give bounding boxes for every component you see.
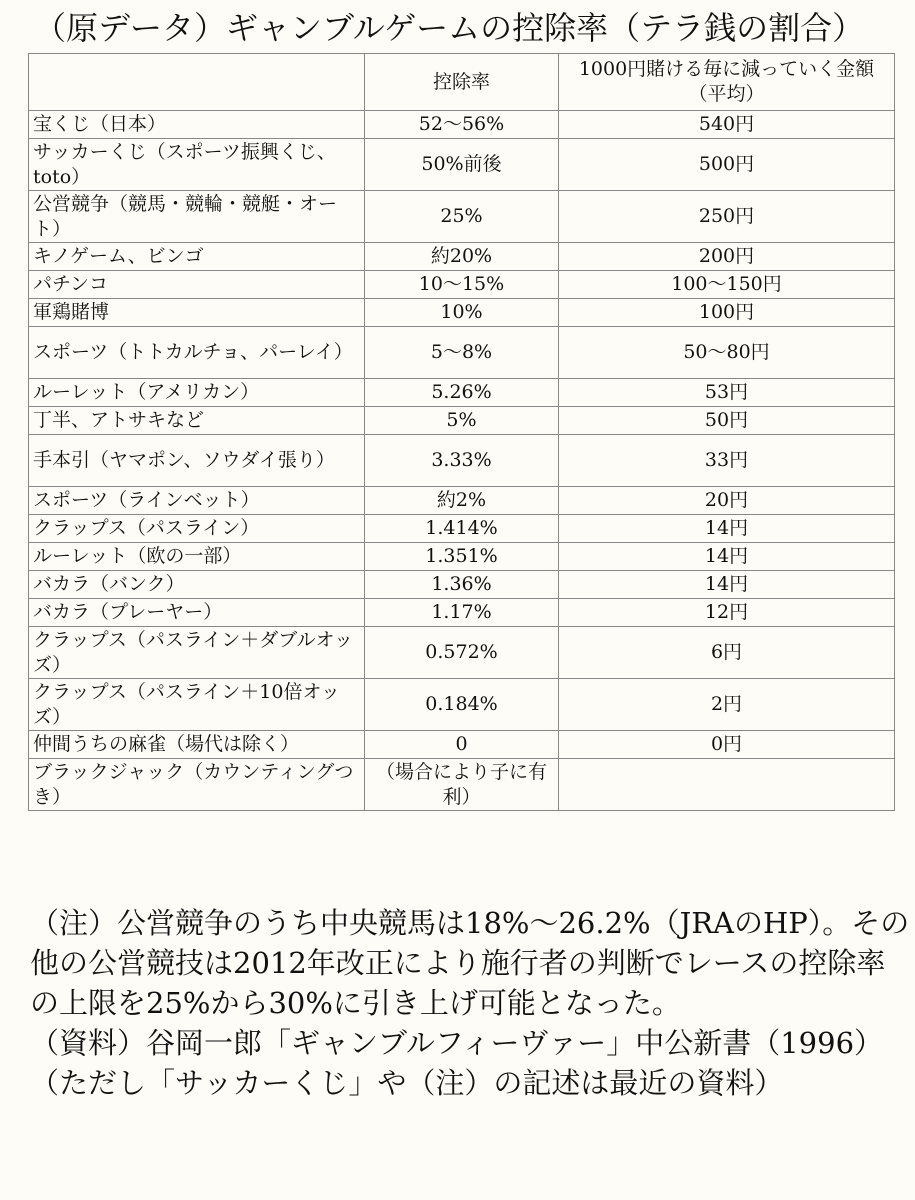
rate-cell: 1.414% bbox=[365, 515, 559, 543]
page-title: （原データ）ギャンブルゲームの控除率（テラ銭の割合） bbox=[34, 9, 865, 47]
amount-cell: 50〜80円 bbox=[559, 327, 895, 379]
amount-cell: 14円 bbox=[559, 515, 895, 543]
rate-cell: 52〜56% bbox=[365, 111, 559, 139]
table-row bbox=[29, 111, 895, 139]
table-row bbox=[29, 627, 895, 679]
rate-cell: 5.26% bbox=[365, 379, 559, 407]
game-name-cell: ルーレット（欧の一部） bbox=[29, 543, 365, 571]
deduction-rate-table bbox=[28, 53, 895, 811]
rate-cell: 5% bbox=[365, 407, 559, 435]
header-rate: 控除率 bbox=[365, 54, 559, 111]
amount-cell: 500円 bbox=[559, 139, 895, 191]
rate-cell: 10〜15% bbox=[365, 271, 559, 299]
amount-cell: 20円 bbox=[559, 487, 895, 515]
amount-cell: 33円 bbox=[559, 435, 895, 487]
rate-cell: 3.33% bbox=[365, 435, 559, 487]
amount-cell: 2円 bbox=[559, 679, 895, 731]
rate-cell: 1.17% bbox=[365, 599, 559, 627]
rate-cell: 約2% bbox=[365, 487, 559, 515]
rate-cell: 1.36% bbox=[365, 571, 559, 599]
game-name-cell: 丁半、アトサキなど bbox=[29, 407, 365, 435]
game-name-cell: サッカーくじ（スポーツ振興くじ、toto） bbox=[29, 139, 365, 191]
amount-cell: 200円 bbox=[559, 243, 895, 271]
notes bbox=[30, 903, 910, 1103]
table-row bbox=[29, 679, 895, 731]
game-name-cell: パチンコ bbox=[29, 271, 365, 299]
table-row bbox=[29, 731, 895, 759]
header-amount: 1000円賭ける毎に減っていく金額（平均） bbox=[559, 54, 895, 111]
amount-cell: 14円 bbox=[559, 571, 895, 599]
rate-cell: 50%前後 bbox=[365, 139, 559, 191]
game-name-cell: キノゲーム、ビンゴ bbox=[29, 243, 365, 271]
rate-cell: 約20% bbox=[365, 243, 559, 271]
rate-cell: 1.351% bbox=[365, 543, 559, 571]
game-name-cell: クラップス（パスライン＋10倍オッズ） bbox=[29, 679, 365, 731]
amount-cell: 100〜150円 bbox=[559, 271, 895, 299]
source-text: （資料）谷岡一郎「ギャンブルフィーヴァー」中公新書（1996）（ただし「サッカーくじ」や（注）の記述は最近の資料） bbox=[30, 1026, 884, 1100]
table-row bbox=[29, 487, 895, 515]
amount-cell bbox=[559, 759, 895, 811]
table-row bbox=[29, 271, 895, 299]
rate-cell: 25% bbox=[365, 191, 559, 243]
amount-cell: 53円 bbox=[559, 379, 895, 407]
game-name-cell: クラップス（パスライン＋ダブルオッズ） bbox=[29, 627, 365, 679]
header-empty bbox=[29, 54, 365, 111]
table-row bbox=[29, 139, 895, 191]
amount-cell: 6円 bbox=[559, 627, 895, 679]
game-name-cell: 公営競争（競馬・競輪・競艇・オート） bbox=[29, 191, 365, 243]
game-name-cell: 手本引（ヤマポン、ソウダイ張り） bbox=[29, 435, 365, 487]
game-name-cell: バカラ（バンク） bbox=[29, 571, 365, 599]
amount-cell: 100円 bbox=[559, 299, 895, 327]
game-name-cell: 宝くじ（日本） bbox=[29, 111, 365, 139]
note-text: （注）公営競争のうち中央競馬は18%〜26.2%（JRAのHP）。その他の公営競技は2012年改正により施行者の判断でレースの控除率の上限を25%から30%に引き上げ可能となった。 bbox=[30, 906, 910, 1020]
table-row bbox=[29, 407, 895, 435]
table-row bbox=[29, 327, 895, 379]
table-row bbox=[29, 571, 895, 599]
table-row bbox=[29, 759, 895, 811]
amount-cell: 12円 bbox=[559, 599, 895, 627]
game-name-cell: スポーツ（トトカルチョ、パーレイ） bbox=[29, 327, 365, 379]
game-name-cell: ルーレット（アメリカン） bbox=[29, 379, 365, 407]
table-row bbox=[29, 243, 895, 271]
game-name-cell: 軍鶏賭博 bbox=[29, 299, 365, 327]
table-header-row bbox=[29, 54, 895, 111]
rate-cell: 5〜8% bbox=[365, 327, 559, 379]
game-name-cell: バカラ（プレーヤー） bbox=[29, 599, 365, 627]
table-row bbox=[29, 435, 895, 487]
game-name-cell: スポーツ（ラインベット） bbox=[29, 487, 365, 515]
game-name-cell: ブラックジャック（カウンティングつき） bbox=[29, 759, 365, 811]
table-row bbox=[29, 379, 895, 407]
rate-cell: 0.184% bbox=[365, 679, 559, 731]
table-row bbox=[29, 599, 895, 627]
table-row bbox=[29, 299, 895, 327]
rate-cell: 0 bbox=[365, 731, 559, 759]
rate-cell: （場合により子に有利） bbox=[365, 759, 559, 811]
amount-cell: 50円 bbox=[559, 407, 895, 435]
amount-cell: 250円 bbox=[559, 191, 895, 243]
rate-cell: 0.572% bbox=[365, 627, 559, 679]
amount-cell: 0円 bbox=[559, 731, 895, 759]
table-row bbox=[29, 515, 895, 543]
amount-cell: 14円 bbox=[559, 543, 895, 571]
game-name-cell: 仲間うちの麻雀（場代は除く） bbox=[29, 731, 365, 759]
amount-cell: 540円 bbox=[559, 111, 895, 139]
table-row bbox=[29, 191, 895, 243]
table-row bbox=[29, 543, 895, 571]
game-name-cell: クラップス（パスライン） bbox=[29, 515, 365, 543]
rate-cell: 10% bbox=[365, 299, 559, 327]
